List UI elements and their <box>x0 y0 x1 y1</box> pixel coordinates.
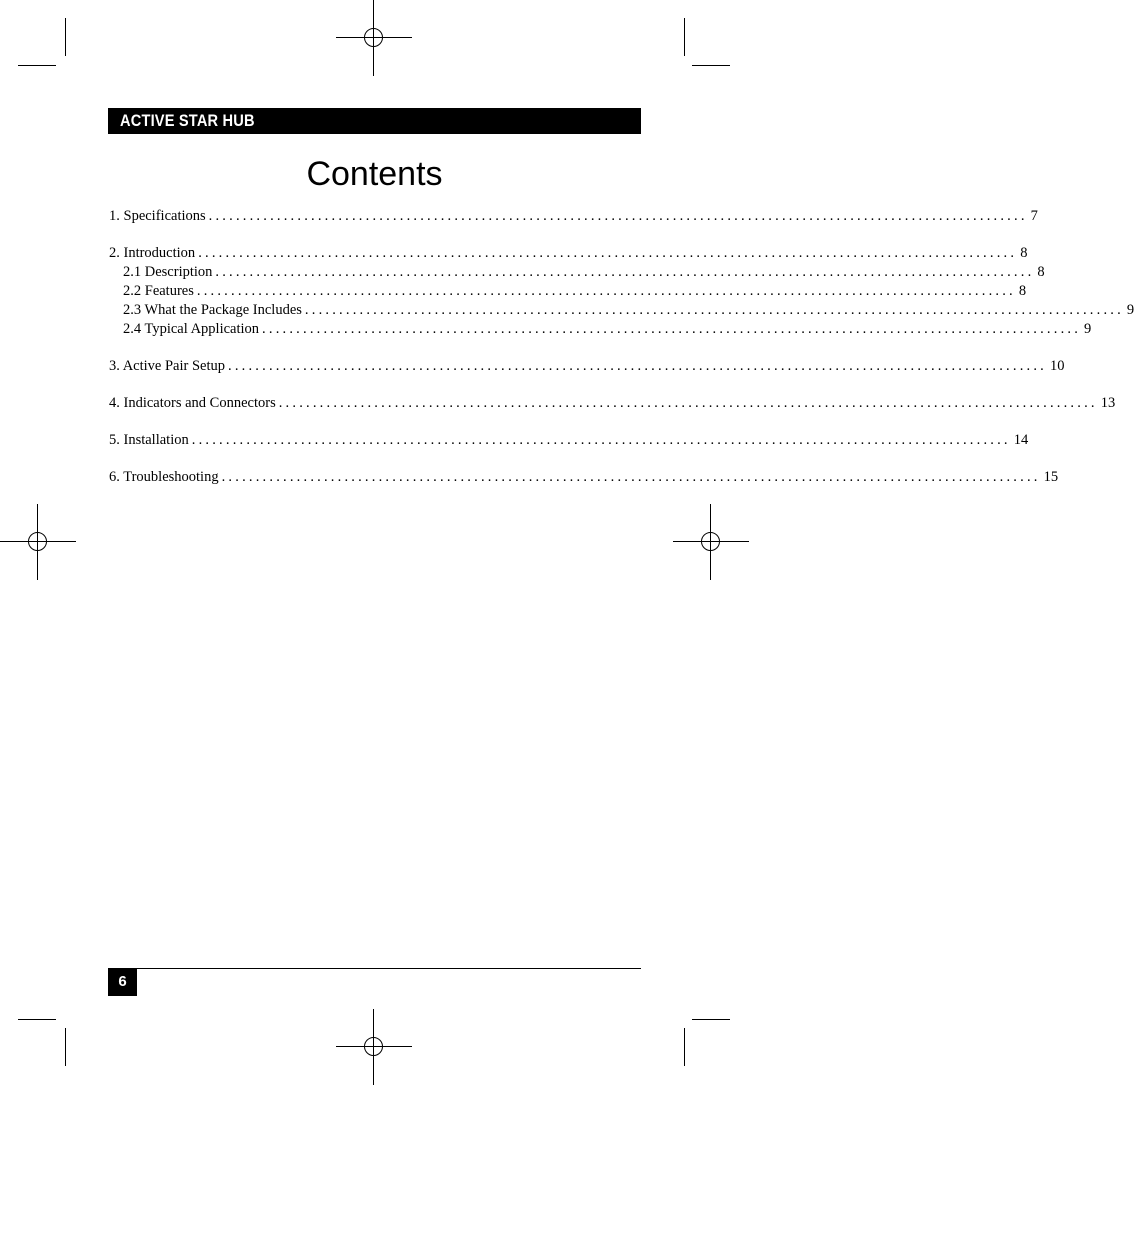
registration-mark-top <box>336 0 412 76</box>
crop-mark-top-left-horizontal <box>18 65 56 66</box>
toc-dot-leader: ........................................................................................................................ <box>228 358 1047 374</box>
crop-mark-bottom-right-horizontal <box>692 1019 730 1020</box>
page-number-box <box>108 968 137 996</box>
toc-entry-label: 3. Active Pair Setup <box>109 358 225 374</box>
registration-mark-bottom <box>336 1009 412 1085</box>
footer-rule <box>108 968 641 969</box>
toc-entry <box>109 244 1028 263</box>
toc-entry <box>109 394 1116 413</box>
toc-entry-page: 9 <box>1084 321 1092 337</box>
toc-dot-leader: ........................................................................................................................ <box>198 245 1018 261</box>
toc-entry-label: 2.1 Description <box>123 264 213 280</box>
toc-entry-page: 13 <box>1100 395 1116 411</box>
toc-subentry <box>109 282 1027 301</box>
toc-entry <box>109 431 1029 450</box>
toc-entry <box>109 207 1038 226</box>
toc-entry-page: 8 <box>1020 245 1028 261</box>
toc-entry-label: 2.4 Typical Application <box>123 321 260 337</box>
toc-entry-label: 2. Introduction <box>109 245 196 261</box>
toc-dot-leader: ........................................................................................................................ <box>215 264 1035 280</box>
toc-entry-label: 5. Installation <box>109 432 189 448</box>
crop-mark-bottom-left-vertical <box>65 1028 66 1066</box>
toc-subentry <box>109 320 1092 339</box>
toc-dot-leader: ........................................................................................................................ <box>196 283 1016 299</box>
toc-dot-leader: ........................................................................................................................ <box>221 469 1041 485</box>
running-header-bar <box>108 108 641 134</box>
page-number: 6 <box>118 973 127 990</box>
toc-entry-label: 2.3 What the Package Includes <box>123 302 302 318</box>
crop-mark-top-left-vertical <box>65 18 66 56</box>
toc-entry-page: 15 <box>1043 469 1059 485</box>
toc-subentry <box>109 301 1134 320</box>
crop-mark-top-right-vertical <box>684 18 685 56</box>
crop-mark-top-right-horizontal <box>692 65 730 66</box>
crop-mark-bottom-left-horizontal <box>18 1019 56 1020</box>
crop-mark-bottom-right-vertical <box>684 1028 685 1066</box>
table-of-contents <box>109 207 1134 487</box>
toc-entry-label: 4. Indicators and Connectors <box>109 395 276 411</box>
toc-entry-page: 8 <box>1018 283 1027 299</box>
toc-entry-label: 2.2 Features <box>123 283 194 299</box>
toc-subentry <box>109 263 1045 282</box>
toc-entry <box>109 357 1065 376</box>
toc-entry-page: 7 <box>1030 208 1038 224</box>
toc-dot-leader: ........................................................................................................................ <box>304 302 1124 318</box>
registration-mark-right <box>673 504 749 580</box>
toc-entry-label: 1. Specifications <box>109 208 206 224</box>
registration-mark-left <box>0 504 76 580</box>
toc-entry-page: 8 <box>1037 264 1045 280</box>
toc-dot-leader: ........................................................................................................................ <box>208 208 1028 224</box>
toc-entry-page: 10 <box>1050 358 1065 374</box>
running-header-title: ACTIVE STAR HUB <box>120 111 255 130</box>
page-title: Contents <box>306 155 443 193</box>
toc-entry <box>109 468 1059 487</box>
toc-dot-leader: ........................................................................................................................ <box>278 395 1098 411</box>
toc-dot-leader: ........................................................................................................................ <box>191 432 1011 448</box>
toc-entry-page: 9 <box>1126 302 1134 318</box>
toc-entry-label: 6. Troubleshooting <box>109 469 219 485</box>
toc-entry-page: 14 <box>1013 432 1029 448</box>
toc-dot-leader: ........................................................................................................................ <box>262 321 1082 337</box>
